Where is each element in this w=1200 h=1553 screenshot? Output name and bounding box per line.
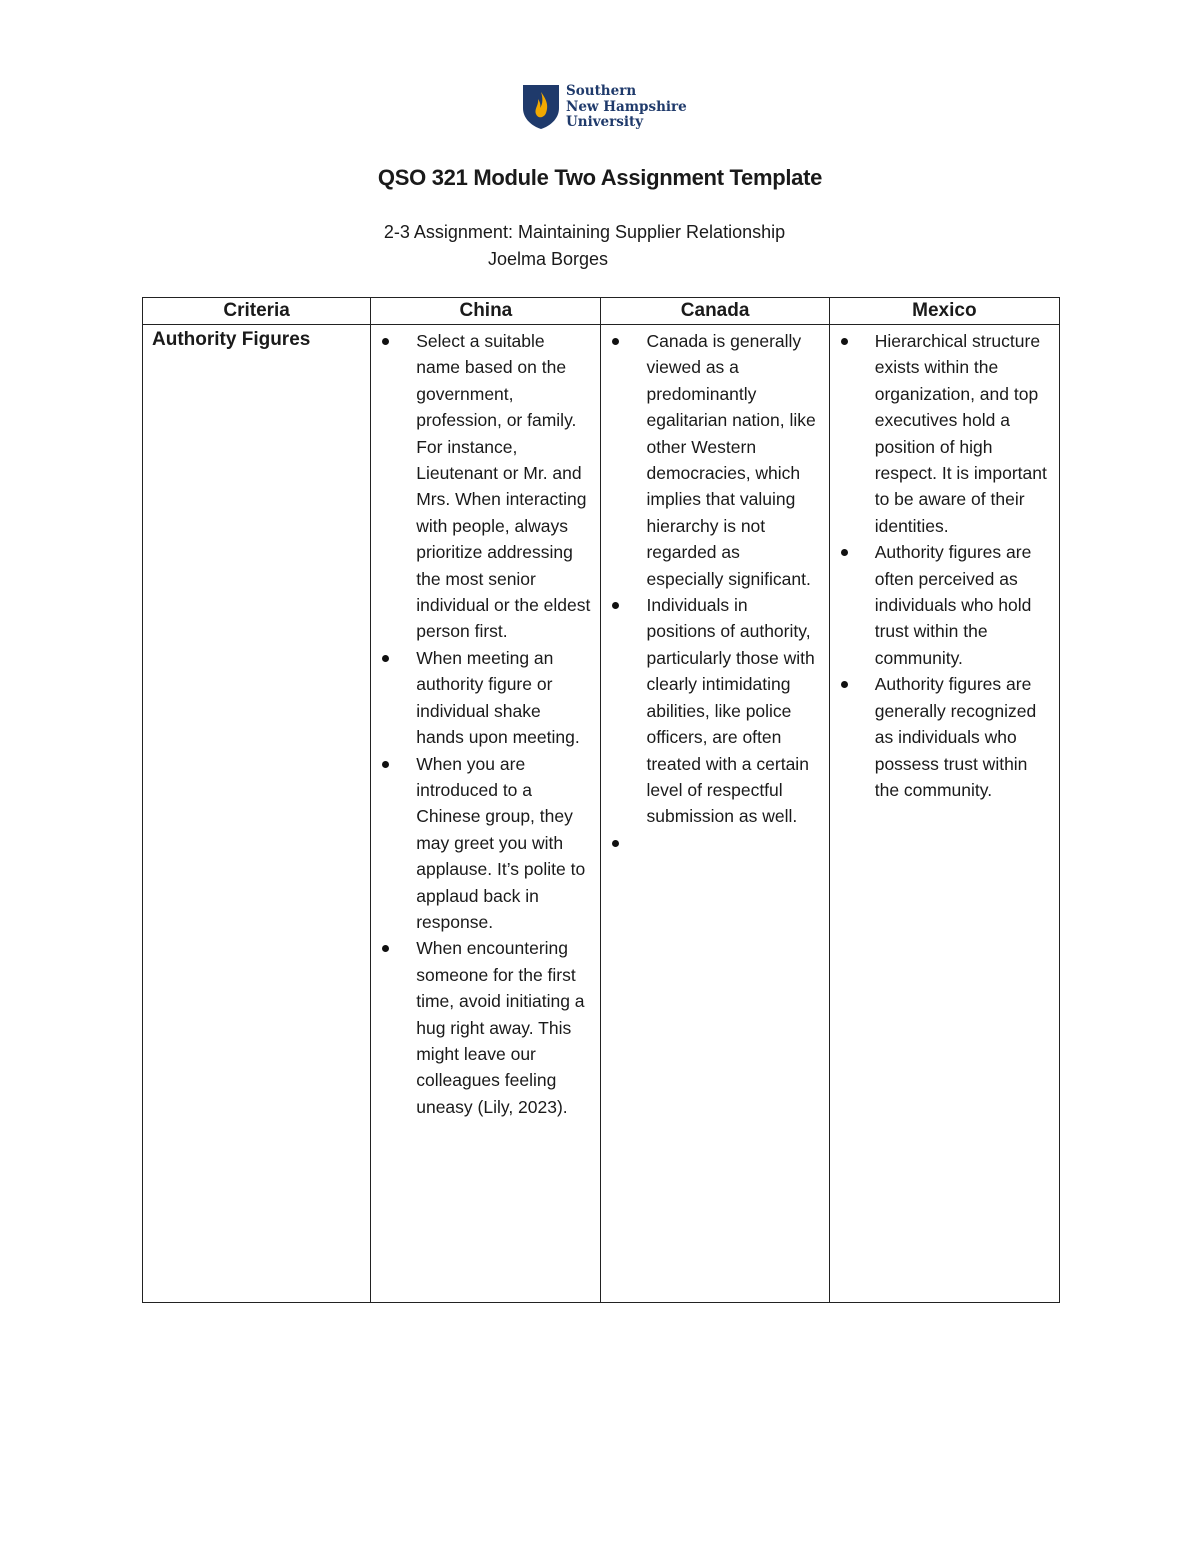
bullet-item xyxy=(838,328,1049,539)
bullet-dot-icon xyxy=(612,338,619,345)
bullet-item xyxy=(838,539,1049,671)
criteria-cell xyxy=(143,325,371,1303)
bullet-dot-icon xyxy=(612,840,619,847)
bullet-text: Canada is generally viewed as a predominantly egalitarian nation, like other Western democracies, which implies that valuing hierarchy is not regarded as especially significant. xyxy=(646,331,816,589)
bullet-dot-icon xyxy=(841,681,848,688)
document-title: QSO 321 Module Two Assignment Template xyxy=(377,165,823,190)
column-header-china: China xyxy=(371,298,601,325)
bullet-text: When meeting an authority figure or individual shake hands upon meeting. xyxy=(416,647,580,748)
bullet-text: When encountering someone for the first time, avoid initiating a hug right away. This might leave our colleagues feeling uneasy (Lily, 2023). xyxy=(416,938,585,1117)
mexico-cell xyxy=(829,325,1059,1303)
bullet-dot-icon xyxy=(382,945,389,952)
bullet-dot-icon xyxy=(612,602,619,609)
table-row xyxy=(143,325,1060,1303)
bullet-text: Select a suitable name based on the government, profession, or family. For instance, Lieutenant or Mr. and Mrs. When interacting with people, always prioritize addressing the most senior individual or the eldest person first. xyxy=(416,331,591,642)
logo-line-2: New Hampshire xyxy=(566,98,687,115)
logo-wordmark xyxy=(566,84,687,131)
bullet-item xyxy=(379,645,590,751)
table-header-row xyxy=(143,298,1060,325)
bullet-item xyxy=(609,328,818,592)
bullet-dot-icon xyxy=(841,338,848,345)
bullet-item xyxy=(838,671,1049,803)
author-name: Joelma Borges xyxy=(487,249,609,269)
column-header-canada: Canada xyxy=(601,298,829,325)
canada-bullet-list xyxy=(601,325,828,830)
china-bullet-list xyxy=(371,325,600,1120)
bullet-text: When you are introduced to a Chinese group, they may greet you with applause. It’s polite to applaud back in response. xyxy=(416,753,586,932)
canada-cell xyxy=(601,325,829,1303)
bullet-dot-icon xyxy=(841,549,848,556)
logo-line-1: Southern xyxy=(566,83,637,99)
bullet-text: Authority figures are often perceived as individuals who hold trust within the community. xyxy=(874,542,1032,668)
bullet-text: Individuals in positions of authority, particularly those with clearly intimidating abilities, like police officers, are often treated with a certain level of respectful submission as well. xyxy=(646,595,815,827)
bullet-item xyxy=(379,935,590,1120)
university-logo xyxy=(522,84,692,132)
column-header-criteria: Criteria xyxy=(143,298,371,325)
bullet-dot-icon xyxy=(382,761,389,768)
bullet-item xyxy=(379,751,590,936)
bullet-text: Hierarchical structure exists within the organization, and top executives hold a position of high respect. It is important to be aware of their identities. xyxy=(874,331,1047,536)
logo-line-3: University xyxy=(566,114,644,130)
shield-flame-icon xyxy=(522,84,560,130)
assignment-subtitle: 2-3 Assignment: Maintaining Supplier Relationship xyxy=(383,222,786,242)
mexico-bullet-list xyxy=(830,325,1059,803)
bullet-dot-icon xyxy=(382,655,389,662)
column-header-mexico: Mexico xyxy=(829,298,1059,325)
comparison-table xyxy=(142,297,1060,1303)
bullet-dot-icon xyxy=(382,338,389,345)
bullet-item xyxy=(379,328,590,645)
china-cell xyxy=(371,325,601,1303)
criteria-label: Authority Figures xyxy=(152,329,311,350)
bullet-item xyxy=(609,592,818,830)
bullet-text: Authority figures are generally recognized as individuals who possess trust within the community. xyxy=(874,674,1037,800)
